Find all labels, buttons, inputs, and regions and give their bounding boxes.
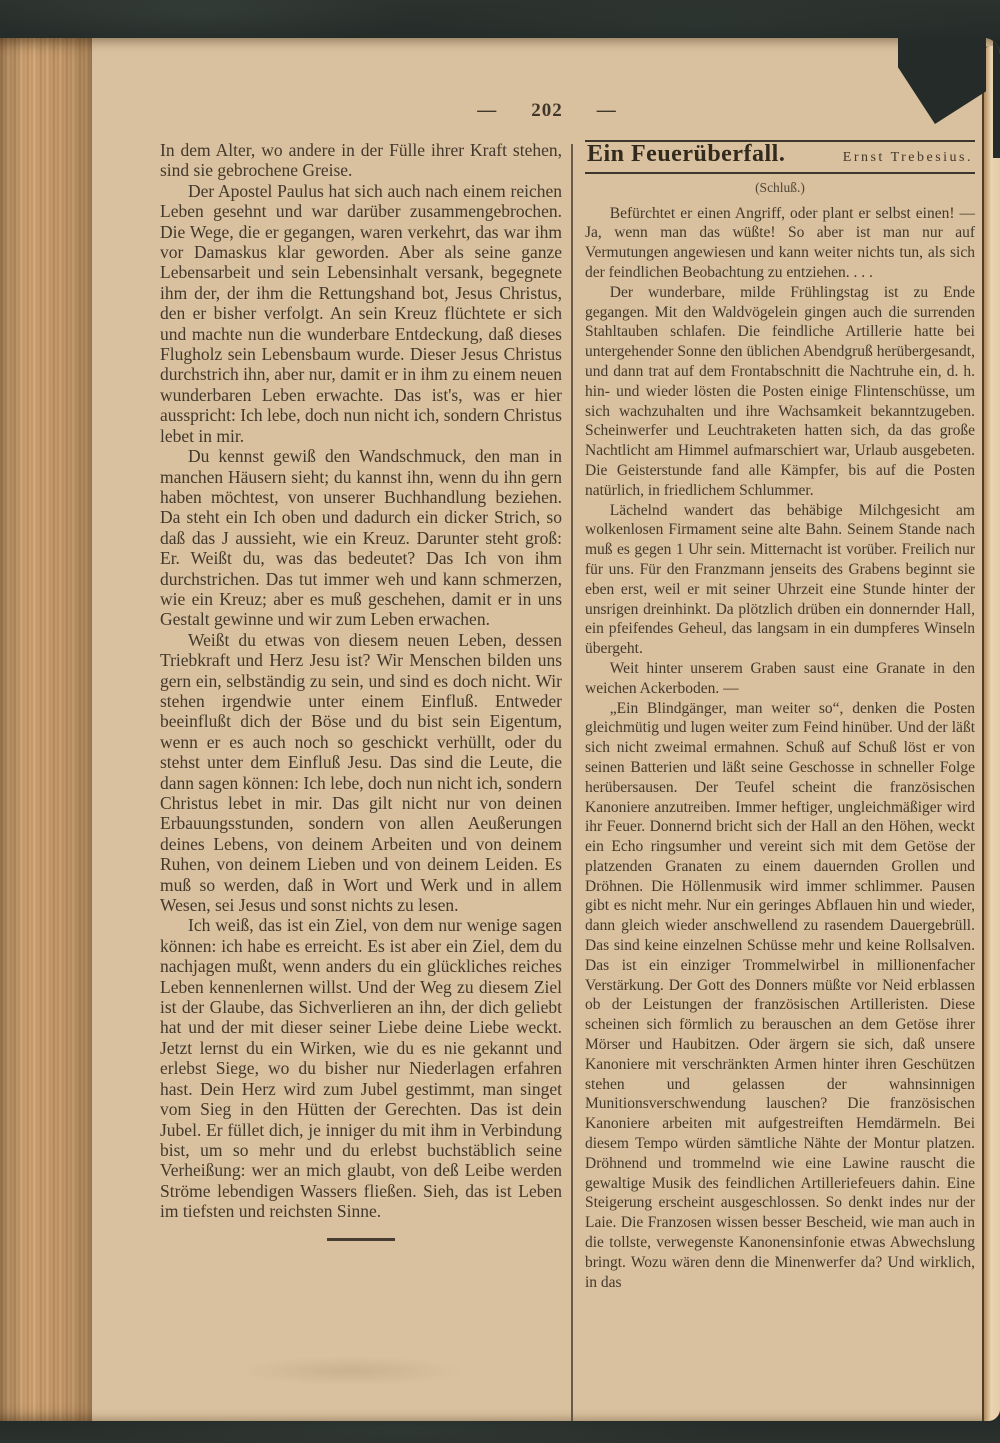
paragraph: Der wunderbare, milde Frühlingstag ist zu Ende gegangen. Mit den Waldvögelein gingen auch die surrenden Stahltauben schlafen. Die feindliche Artillerie hatte bei untergehender Sonne den üblichen Abendgruß herübergesandt, und dann trat auf dem Frontabschnitt die Nachtruhe ein, d. h. hin- und wieder lösten die Posten einige Flintenschüsse, um sich wachzuhalten und ihre Wachsamkeit bekanntzugeben. Scheinwerfer und Leuchtraketen hatten sich, da das große Nachtlicht am Himmel aufmarschiert war, Urlaub ausgebeten. Die Geisterstunde fand alle Kämpfer, bis auf die Posten natürlich, in friedlichem Schlummer. bbox=[585, 283, 975, 499]
page-number-dash-right: — bbox=[596, 100, 617, 121]
paragraph: Ich weiß, das ist ein Ziel, von dem nur wenige sagen können: ich habe es erreicht. Es ist aber ein Ziel, dem du nachjagen mußt, wenn anders du ein glückliches reiches Leben kennenlernen willst. Und der Weg zu diesem Ziel ist der Glaube, das Sichverlieren an ihn, der dich geliebt hat und der mit dieser seiner Liebe deine Liebe weckt. Jetzt lernst du ein Wirken, wie du es nie gekannt und erlebst Siege, wo du bisher nur Niederlagen erfahren hast. Dein Herz wird zum Jubel gestimmt, man singet vom Sieg in den Hütten der Gerechten. Das ist dein Jubel. Er füllet dich, je inniger du mit ihm in Verbindung bist, um so mehr und du erlebst buchstäblich seine Verheißung: wer an mich glaubt, von deß Leibe werden Ströme lebendigen Wassers fließen. Sieh, das ist Leben im tiefsten und reichsten Sinne. bbox=[160, 915, 562, 1222]
article-subtitle: (Schluß.) bbox=[755, 179, 805, 195]
page-stack-edge bbox=[0, 38, 92, 1421]
paragraph: Lächelnd wandert das behäbige Milchgesicht am wolkenlosen Firmament seine alte Bahn. Seinem Stande nach muß es gegen 1 Uhr sein. Mitternacht ist vorüber. Freilich nur für uns. Für den Franzmann jenseits des Grabens beginnt sie eben erst, weil er mit seiner Uhrzeit eine Stunde hinter der unsrigen dreinhinkt. Da plötzlich drüben ein donnernder Hall, ein pfeifendes Geheul, das langsam in ein dumpferes Winseln übergeht. bbox=[585, 501, 975, 658]
left-column bbox=[160, 140, 562, 1241]
book-cover-top bbox=[0, 0, 1000, 40]
right-column bbox=[585, 140, 975, 1292]
next-page-sliver bbox=[982, 46, 1000, 1421]
page-number-value: 202 bbox=[531, 100, 563, 121]
paragraph: Weit hinter unserem Graben saust eine Granate in den weichen Ackerboden. — bbox=[585, 659, 975, 697]
page-number bbox=[392, 100, 702, 122]
book-page bbox=[0, 38, 1000, 1421]
paragraph: In dem Alter, wo andere in der Fülle ihrer Kraft stehen, sind sie gebrochene Greise. bbox=[160, 140, 562, 181]
title-row bbox=[585, 142, 975, 172]
article-end-rule bbox=[327, 1238, 395, 1241]
top-right-cover-shadow bbox=[898, 38, 986, 124]
right-edge-shadow bbox=[993, 38, 1000, 158]
ink-bleed-ghost bbox=[200, 1348, 500, 1394]
article-title: Ein Feuerüberfall. bbox=[587, 141, 786, 167]
paragraph: Du kennst gewiß den Wandschmuck, den man in manchen Häusern sieht; du kannst ihn, wenn du ihn gern haben möchtest, von unserer Buchhandlung beziehen. Da steht ein Ich oben und dadurch ein dicker Strich, so daß das J aussieht, wie ein Kreuz. Darunter steht groß: Er. Weißt du, was das bedeutet? Das Ich von ihm durchstrichen. Das tut immer weh und kann schmerzen, wie ein Kreuz; aber es muß geschehen, damit er in uns Gestalt gewinne und wir zum Leben erwachen. bbox=[160, 446, 562, 630]
paragraph: „Ein Blindgänger, man weiter so“, denken die Posten gleichmütig und lugen weiter zum Feind hinüber. Und der läßt sich nicht zweimal ermahnen. Schuß auf Schuß löst er von seinen Batterien und läßt seine Geschosse in schneller Folge herübersausen. Der Teufel scheint die französischen Kanoniere anzutreiben. Immer heftiger, ungleichmäßiger wird ihr Feuer. Donnernd bricht sich der Hall an den Höhen, weckt ein Echo ringsumher und vereint sich mit dem Getöse der platzenden Granaten zu einem dauernden Grollen und Dröhnen. Die Höllenmusik wird immer schlimmer. Pausen gibt es nicht mehr. Nur ein geringes Abflauen hin und wieder, dann gleich wieder anschwellend zu rasendem Dauergebrüll. Das sind keine einzelnen Schüsse mehr und keine Rollsalven. Das ist ein einziger Trommelwirbel in millionenfacher Verstärkung. Der Gott des Donners müßte vor Neid erblassen ob der Leistungen der französischen Artilleristen. Diese scheinen sich förmlich zu berauschen an dem Getöse ihrer Mörser und Haubitzen. Oder ärgern sie sich, daß unsere Kanoniere mit verschränkten Armen hinter ihren Geschützen stehen und gelassen der wahnsinnigen Munitionsverschwendung lauschen? Die französischen Kanoniere arbeiten mit aufgestreiften Hemdärmeln. Bei diesem Tempo würden sämtliche Nähte der Montur platzen. Dröhnend und trommelnd wie eine Lawine rauscht die gewaltige Musik des feindlichen Artilleriefeuers dahin. Eine Steigerung erscheint ausgeschlossen. So denkt indes nur der Laie. Die Franzosen wissen besser Bescheid, wie man auch in die tollste, verwegenste Kanonensinfonie etwas Abwechslung bringt. Wozu wären denn die Minenwerfer da? Und wirklich, in das bbox=[585, 699, 975, 1291]
paragraph: Der Apostel Paulus hat sich auch nach einem reichen Leben gesehnt und war darüber zusammengebrochen. Die Wege, die er gegangen, waren verkehrt, das war ihm vor Damaskus klar geworden. Aber als seine ganze Lebensarbeit und sein Lebensinhalt versank, begegnete ihm der, der ihm die Rettungshand bot, Jesus Christus, den er bisher verfolgt. An sein Kreuz flüchtete er sich und machte nun die wunderbare Entdeckung, daß dieses Flugholz sein Lebensbaum wurde. Dieser Jesus Christus durchstrich ihn, aber nur, damit er in ihm zu einem neuen wunderbaren Leben erwachte. Das ist's, was er hier ausspricht: Ich lebe, doch nun nicht ich, sondern Christus lebet in mir. bbox=[160, 180, 562, 446]
header-rule-bottom bbox=[585, 172, 975, 174]
paragraph: Befürchtet er einen Angriff, oder plant er selbst einen! — Ja, wenn man das wüßte! So aber ist man nur auf Vermutungen angewiesen und kann weiter nichts tun, als sich der feindlichen Beobachtung zu entziehen. . . . bbox=[585, 204, 975, 281]
article-header bbox=[585, 140, 975, 174]
article-author: Ernst Trebesius. bbox=[842, 150, 973, 165]
page-number-dash-left: — bbox=[477, 100, 498, 121]
paragraph: Weißt du etwas von diesem neuen Leben, dessen Triebkraft und Herz Jesu ist? Wir Menschen bilden uns gern ein, selbständig zu sein, und sind es doch nicht. Wir stehen irgendwie unter einem Einfluß. Entweder beeinflußt dich der Böse und du bist sein Eigentum, wenn er es auch noch so geschickt verhüllt, oder du stehst unter dem Einfluß Jesu. Das sind die Leute, die dann sagen können: Ich lebe, doch nun nicht ich, sondern Christus lebet in mir. Das gilt nicht nur von deinen Erbauungsstunden, sondern von allen Aeußerungen deines Lebens, von deinem Arbeiten und von deinem Ruhen, von deinem Lieben und von deinem Leiden. Es muß so werden, daß in Wort und Werk und in allem Wesen, sei Jesus und sonst nichts zu lesen. bbox=[160, 629, 562, 916]
column-divider bbox=[571, 144, 573, 1421]
book-cover-bottom bbox=[0, 1419, 1000, 1443]
